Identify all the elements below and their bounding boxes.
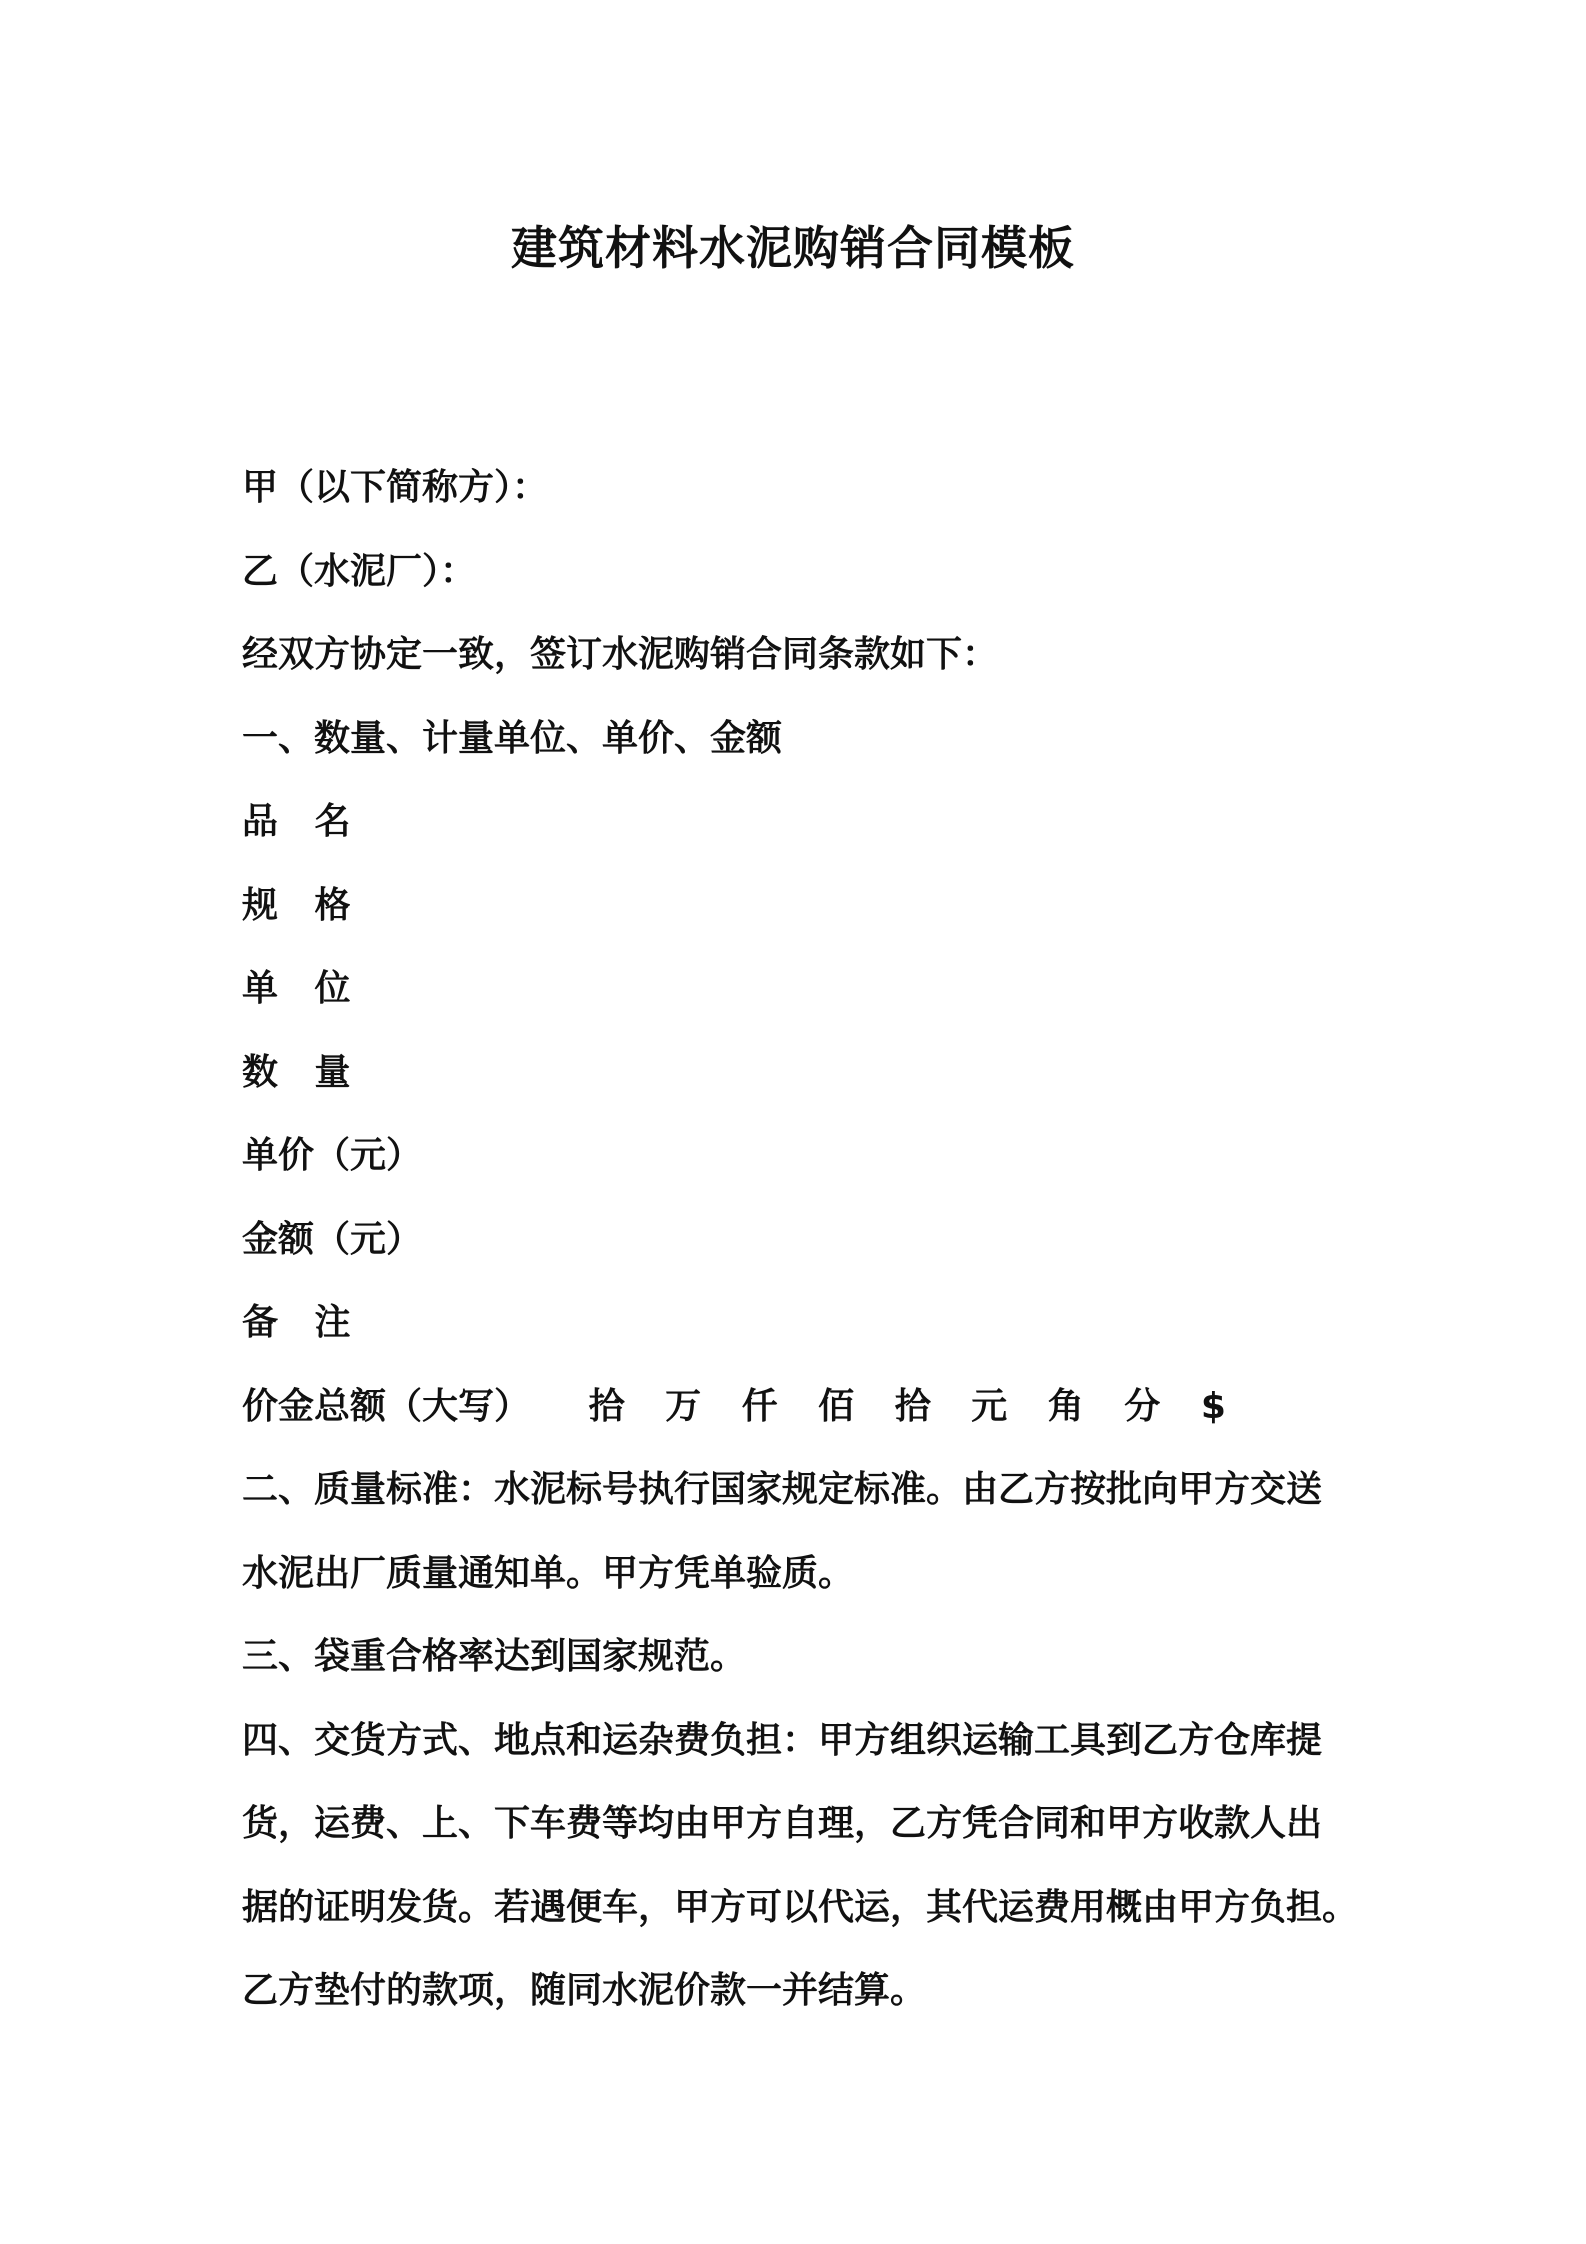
field-quantity: 数 量 [242, 1051, 363, 1093]
section-1-heading: 一、数量、计量单位、单价、金额 [242, 717, 783, 759]
section-3-line: 三、袋重合格率达到国家规范。 [242, 1636, 747, 1677]
section-4-line-1: 四、交货方式、地点和运杂费负担：甲方组织运输工具到乙方仓库提 [242, 1719, 1323, 1761]
section-4-line-4: 乙方垫付的款项，随同水泥价款一并结算。 [242, 1970, 927, 2011]
party-a-line: 甲（以下简称方）： [242, 467, 549, 508]
field-product-name: 品 名 [242, 801, 363, 842]
party-b-line: 乙（水泥厂）： [242, 550, 477, 592]
section-2-line-1: 二、质量标准：水泥标号执行国家规定标准。由乙方按批向甲方交送 [242, 1469, 1323, 1510]
document-title: 建筑材料水泥购销合同模板 [511, 221, 1075, 275]
field-remarks: 备 注 [242, 1302, 363, 1343]
field-specification: 规 格 [242, 884, 363, 926]
section-4-line-2: 货，运费、上、下车费等均由甲方自理，乙方凭合同和甲方收款人出 [242, 1803, 1323, 1844]
total-amount-label: 价金总额（大写） [242, 1385, 531, 1427]
intro-line: 经双方协定一致，签订水泥购销合同条款如下： [242, 634, 999, 675]
total-amount-line [242, 1365, 1362, 1449]
field-unit: 单 位 [242, 968, 363, 1009]
field-unit-price: 单价（元） [242, 1135, 423, 1176]
contract-body [242, 446, 1362, 2033]
total-amount-units: 拾 万 仟 佰 拾 元 角 分 $ [588, 1385, 1240, 1427]
section-4-line-3: 据的证明发货。若遇便车，甲方可以代运，其代运费用概由甲方负担。 [242, 1886, 1359, 1928]
field-amount: 金额（元） [242, 1218, 423, 1260]
section-2-line-2: 水泥出厂质量通知单。甲方凭单验质。 [242, 1552, 855, 1594]
